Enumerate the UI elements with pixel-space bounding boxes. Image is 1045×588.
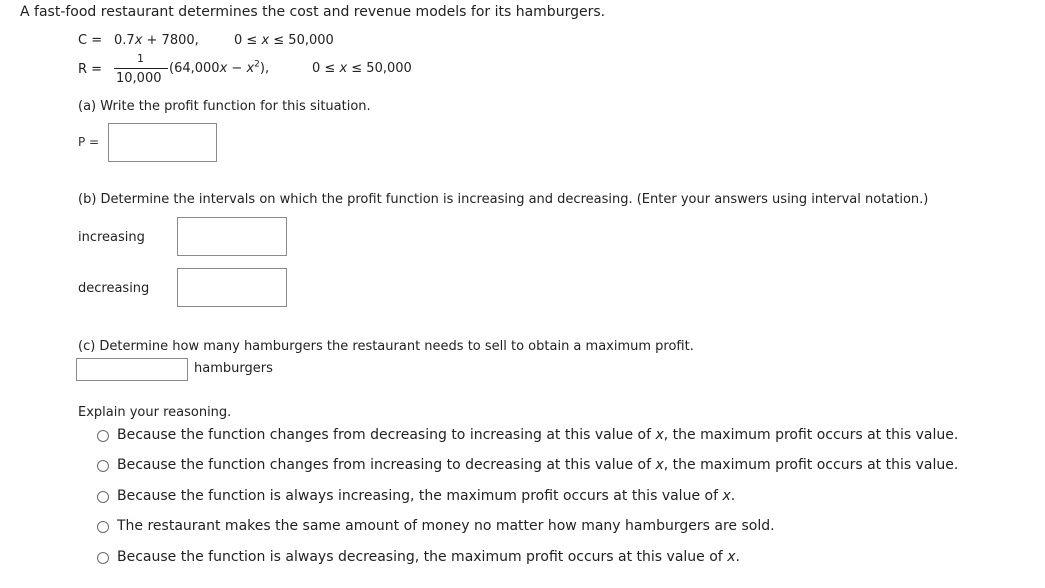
- option-4-label[interactable]: The restaurant makes the same amount of money no matter how many hamburgers are sold.: [117, 518, 775, 534]
- revenue-fraction-denominator: 10,000: [116, 71, 162, 86]
- decreasing-label: decreasing: [78, 281, 150, 296]
- option-2-label[interactable]: Because the function changes from increasing to decreasing at this value of x, the maximum profit occurs at this value.: [117, 457, 959, 473]
- part-c-question: (c) Determine how many hamburgers the restaurant needs to sell to obtain a maximum profit.: [78, 339, 694, 354]
- decreasing-interval-input[interactable]: [177, 268, 287, 307]
- revenue-model-expression: $(64,000x - x^2)$,: [169, 59, 270, 76]
- hamburgers-unit-label: hamburgers: [194, 361, 273, 376]
- profit-input-label: P =: [78, 135, 100, 149]
- explain-prompt: Explain your reasoning.: [78, 405, 232, 420]
- revenue-fraction-bar: [114, 68, 168, 69]
- hamburgers-count-input[interactable]: [76, 358, 188, 381]
- option-3-radio[interactable]: [97, 491, 109, 503]
- option-5-label[interactable]: Because the function is always decreasing, the maximum profit occurs at this value of x.: [117, 549, 740, 565]
- revenue-fraction-numerator: 1: [137, 52, 144, 65]
- problem-intro: A fast-food restaurant determines the cost and revenue models for its hamburgers.: [20, 4, 606, 20]
- increasing-interval-input[interactable]: [177, 217, 287, 256]
- cost-model-expression: 0.7x + 7800,: [114, 33, 199, 48]
- revenue-model-lhs: R =: [78, 62, 103, 77]
- option-5-radio[interactable]: [97, 552, 109, 564]
- option-4-radio[interactable]: [97, 521, 109, 533]
- increasing-label: increasing: [78, 230, 145, 245]
- option-1-radio[interactable]: [97, 430, 109, 442]
- part-b-question: (b) Determine the intervals on which the profit function is increasing and decreasing. (Enter your answers using interval notation.): [78, 192, 929, 207]
- revenue-model-domain: 0 ≤ x ≤ 50,000: [312, 61, 412, 76]
- option-3-label[interactable]: Because the function is always increasing, the maximum profit occurs at this value of x.: [117, 488, 736, 504]
- part-a-question: (a) Write the profit function for this situation.: [78, 99, 371, 114]
- cost-model-domain: 0 ≤ x ≤ 50,000: [234, 33, 334, 48]
- cost-model-lhs: C =: [78, 33, 103, 48]
- profit-function-input[interactable]: [108, 123, 217, 162]
- option-2-radio[interactable]: [97, 460, 109, 472]
- option-1-label[interactable]: Because the function changes from decreasing to increasing at this value of x, the maximum profit occurs at this value.: [117, 427, 959, 443]
